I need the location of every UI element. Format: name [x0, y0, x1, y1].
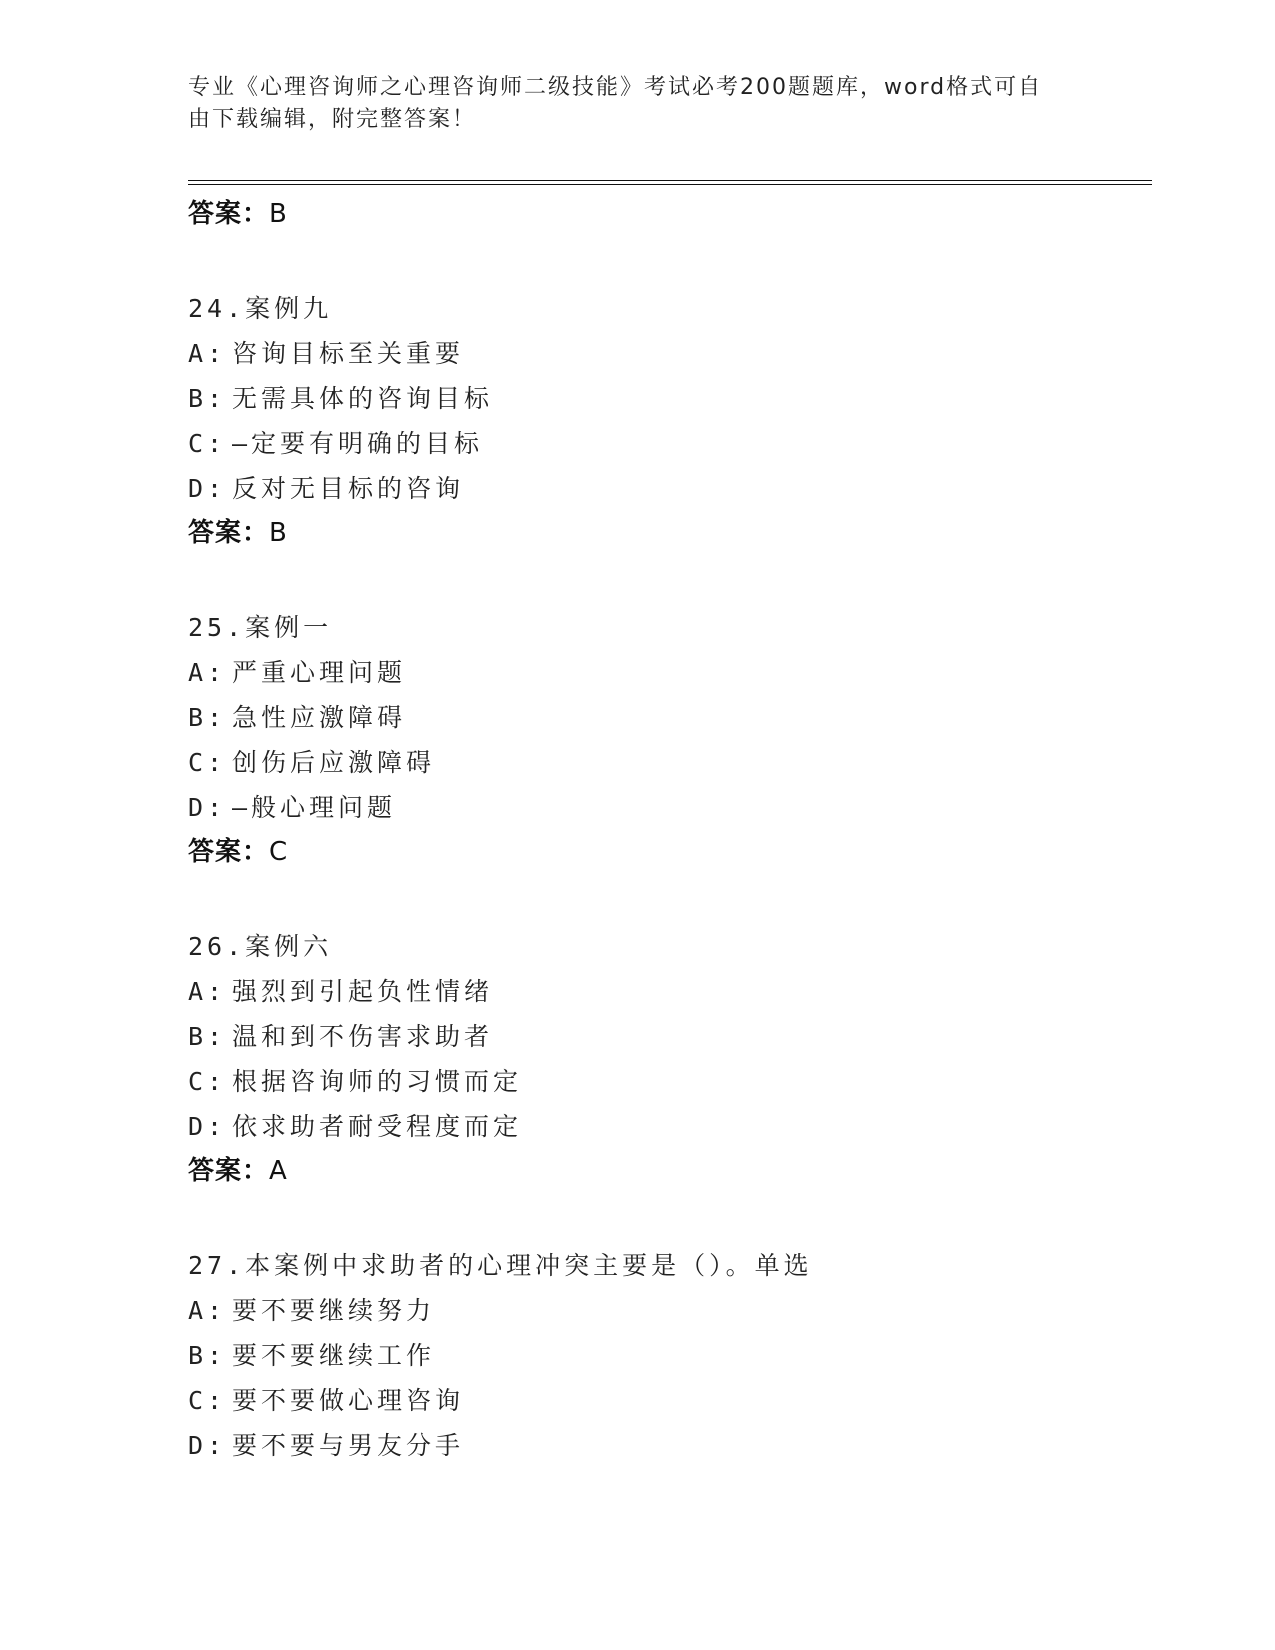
option-a: [188, 969, 1152, 1014]
answer-line: [188, 1153, 1152, 1189]
question-list: [188, 192, 1152, 1468]
option-key: B:: [188, 1341, 227, 1370]
option-text: 咨询目标至关重要: [232, 339, 465, 368]
option-a: [188, 1288, 1152, 1333]
question-item: [188, 286, 1152, 551]
option-text: 要不要做心理咨询: [232, 1386, 465, 1415]
answer-line: [188, 196, 1152, 232]
question-item: [188, 924, 1152, 1189]
option-key: A:: [188, 1296, 227, 1325]
option-text: 强烈到引起负性情绪: [232, 977, 494, 1006]
option-key: C:: [188, 748, 227, 777]
option-text: —定要有明确的目标: [232, 429, 484, 458]
option-text: 要不要与男友分手: [232, 1431, 465, 1460]
option-key: A:: [188, 339, 227, 368]
option-text: 严重心理问题: [232, 658, 407, 687]
answer-line: [188, 515, 1152, 551]
option-key: D:: [188, 793, 227, 822]
option-key: B:: [188, 384, 227, 413]
option-key: A:: [188, 658, 227, 687]
option-d: [188, 1423, 1152, 1468]
answer-label: 答案：: [188, 199, 270, 229]
option-text: 创伤后应激障碍: [232, 748, 436, 777]
header-line-1: 专业《心理咨询师之心理咨询师二级技能》考试必考200题题库，word格式可自: [188, 75, 1043, 100]
option-c: [188, 740, 1152, 785]
option-text: 要不要继续努力: [232, 1296, 436, 1325]
question-stem: 25.案例一: [188, 613, 333, 642]
answer-line: [188, 834, 1152, 870]
option-text: —般心理问题: [232, 793, 397, 822]
option-text: 反对无目标的咨询: [232, 474, 465, 503]
option-text: 依求助者耐受程度而定: [232, 1112, 523, 1141]
header-divider: [188, 180, 1152, 185]
option-key: C:: [188, 1386, 227, 1415]
option-key: D:: [188, 474, 227, 503]
answer-value: C: [269, 837, 289, 867]
question-stem: 26.案例六: [188, 932, 333, 961]
option-text: 急性应激障碍: [232, 703, 407, 732]
option-key: B:: [188, 703, 227, 732]
option-key: A:: [188, 977, 227, 1006]
option-text: 无需具体的咨询目标: [232, 384, 494, 413]
option-key: D:: [188, 1431, 227, 1460]
answer-label: 答案：: [188, 518, 270, 548]
header-line-2: 由下载编辑，附完整答案！: [188, 107, 477, 132]
option-key: C:: [188, 429, 227, 458]
option-b: [188, 1014, 1152, 1059]
option-key: D:: [188, 1112, 227, 1141]
answer-value: B: [269, 518, 288, 548]
option-key: C:: [188, 1067, 227, 1096]
answer-value: B: [269, 199, 288, 229]
option-b: [188, 1333, 1152, 1378]
option-a: [188, 650, 1152, 695]
option-key: B:: [188, 1022, 227, 1051]
option-c: [188, 421, 1152, 466]
option-text: 根据咨询师的习惯而定: [232, 1067, 523, 1096]
option-d: [188, 466, 1152, 511]
option-c: [188, 1059, 1152, 1104]
option-c: [188, 1378, 1152, 1423]
option-b: [188, 376, 1152, 421]
option-text: 要不要继续工作: [232, 1341, 436, 1370]
answer-value: A: [269, 1156, 288, 1186]
question-stem: 27.本案例中求助者的心理冲突主要是（）。单选: [188, 1251, 813, 1280]
question-item: [188, 605, 1152, 870]
question-stem: 24.案例九: [188, 294, 333, 323]
question-item: [188, 1243, 1152, 1468]
answer-label: 答案：: [188, 1156, 270, 1186]
answer-label: 答案：: [188, 837, 270, 867]
option-b: [188, 695, 1152, 740]
option-d: [188, 1104, 1152, 1149]
option-a: [188, 331, 1152, 376]
document-header: [188, 72, 1068, 136]
option-d: [188, 785, 1152, 830]
option-text: 温和到不伤害求助者: [232, 1022, 494, 1051]
